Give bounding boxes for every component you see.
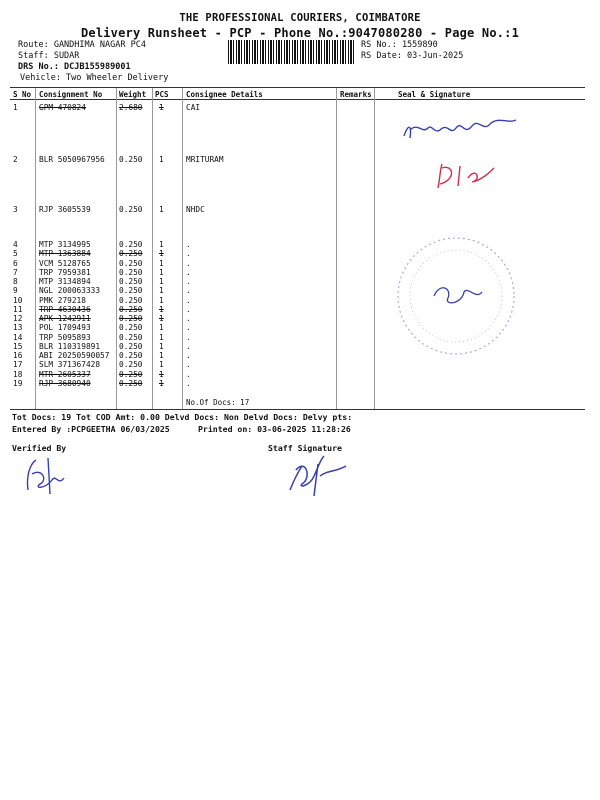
rs-date: RS Date: 03-Jun-2025 — [361, 51, 464, 61]
cell-sno: 1 — [13, 103, 18, 112]
cell-sno: 10 — [13, 295, 23, 305]
cell-consignee: . — [186, 304, 191, 314]
cell-weight: 0.250 — [119, 286, 143, 296]
staff-signature-label: Staff Signature — [268, 443, 342, 453]
cell-consignment: MTP 1363884 — [39, 249, 91, 259]
cell-consignment: NGL 200063333 — [39, 286, 101, 296]
cell-consignee: . — [186, 323, 191, 333]
printed-on: Printed on: 03-06-2025 11:28:26 — [198, 424, 351, 434]
cell-weight: 0.250 — [119, 304, 143, 314]
cell-weight: 0.250 — [119, 267, 143, 277]
cell-weight: 0.250 — [119, 249, 143, 259]
cell-sno: 7 — [13, 267, 18, 277]
col-header-consignment: Consignment No — [39, 90, 103, 99]
cell-consignment: POL 1709493 — [39, 323, 91, 333]
cell-sno: 15 — [13, 341, 23, 351]
cell-pcs: 1 — [159, 314, 164, 323]
seal-stamp — [378, 230, 528, 360]
cell-sno: 16 — [13, 351, 23, 360]
cell-consignee: . — [186, 240, 191, 249]
cell-sno: 11 — [13, 304, 23, 314]
cell-pcs: 1 — [159, 323, 164, 333]
cell-consignee: . — [186, 267, 191, 277]
cell-weight: 0.250 — [119, 205, 143, 214]
cell-weight: 0.250 — [119, 240, 143, 249]
cell-pcs: 1 — [159, 360, 164, 370]
barcode — [228, 40, 356, 64]
col-divider — [152, 88, 153, 409]
rs-no: RS No.: 1559890 — [361, 40, 438, 50]
cell-weight: 0.250 — [119, 369, 143, 379]
cell-consignment: VCM 5128765 — [39, 258, 91, 268]
cell-consignee: . — [186, 360, 191, 370]
cell-pcs: 1 — [159, 267, 164, 277]
cell-sno: 5 — [13, 249, 18, 259]
cell-weight: 0.250 — [119, 323, 143, 333]
drs-no: DRS No.: DCJB155989001 — [18, 62, 131, 72]
cell-pcs: 1 — [159, 240, 164, 249]
runsheet-title: Delivery Runsheet - PCP - Phone No.:9047080280 - Page No.:1 — [80, 26, 520, 40]
cell-weight: 0.250 — [119, 341, 143, 351]
cell-weight: 0.250 — [119, 258, 143, 268]
cell-consignment: SLM 371367428 — [39, 360, 101, 370]
cell-pcs: 1 — [159, 295, 164, 305]
cell-pcs: 1 — [159, 341, 164, 351]
cell-consignee: . — [186, 249, 191, 259]
cell-consignment: GPM 470824 — [39, 103, 86, 112]
cell-pcs: 1 — [159, 351, 164, 360]
cell-sno: 19 — [13, 378, 23, 388]
cell-sno: 9 — [13, 286, 18, 296]
signature-row-2 — [432, 158, 502, 194]
cell-sno: 18 — [13, 369, 23, 379]
staff: Staff: SUDAR — [18, 51, 80, 61]
cell-sno: 4 — [13, 240, 18, 249]
cell-weight: 0.250 — [119, 295, 143, 305]
cell-pcs: 1 — [159, 155, 164, 164]
cell-pcs: 1 — [159, 378, 164, 388]
col-divider — [35, 88, 36, 409]
col-header-remarks: Remarks — [340, 90, 372, 99]
cell-consignee: . — [186, 277, 191, 286]
cell-consignee: . — [186, 258, 191, 268]
vehicle: Vehicle: Two Wheeler Delivery — [20, 73, 169, 83]
cell-sno: 14 — [13, 332, 23, 342]
cell-weight: 0.250 — [119, 351, 143, 360]
verified-by-label: Verified By — [12, 443, 67, 453]
cell-consignment: APK 1242911 — [39, 314, 91, 323]
col-divider — [336, 88, 337, 409]
cell-pcs: 1 — [159, 332, 164, 342]
cell-consignment: BLR 5050967956 — [39, 155, 105, 164]
cell-sno: 12 — [13, 314, 23, 323]
staff-signature — [284, 450, 354, 500]
cell-consignee: . — [186, 341, 191, 351]
cell-consignee: . — [186, 314, 191, 323]
cell-consignment: MTP 3134995 — [39, 240, 91, 249]
cell-weight: 0.250 — [119, 332, 143, 342]
col-header-pcs: PCS — [155, 90, 169, 99]
col-divider — [374, 88, 375, 409]
cell-consignment: RJP 3680940 — [39, 378, 91, 388]
totals-line: Tot Docs: 19 Tot COD Amt: 0.00 Delvd Docs: Non Delvd Docs: Delvy pts: — [12, 412, 353, 422]
col-header-seal-signature: Seal & Signature — [398, 90, 471, 99]
cell-consignment: ABI 20250590057 — [39, 351, 110, 360]
cell-consignee: NHDC — [186, 205, 205, 214]
col-divider — [182, 88, 183, 409]
cell-pcs: 1 — [159, 277, 164, 286]
cell-sno: 3 — [13, 205, 18, 214]
cell-consignee: . — [186, 378, 191, 388]
cell-consignee: . — [186, 295, 191, 305]
cell-pcs: 1 — [159, 249, 164, 259]
cell-pcs: 1 — [159, 205, 164, 214]
route: Route: GANDHIMA NAGAR PC4 — [18, 40, 146, 50]
col-header-weight: Weight — [119, 90, 147, 99]
cell-consignee: MRITURAM — [186, 155, 224, 164]
cell-weight: 0.250 — [119, 277, 143, 286]
cell-consignee: . — [186, 332, 191, 342]
cell-weight: 0.250 — [119, 155, 143, 164]
cell-consignee: CAI — [186, 103, 201, 112]
cell-weight: 0.250 — [119, 360, 143, 370]
col-divider — [116, 88, 117, 409]
signature-row-1 — [398, 110, 528, 150]
verifier-signature — [18, 450, 78, 500]
cell-consignment: MTR 2605337 — [39, 369, 91, 379]
cell-sno: 6 — [13, 258, 18, 268]
entered-by: Entered By :PCPGEETHA 06/03/2025 — [12, 424, 170, 434]
cell-consignee: . — [186, 286, 191, 296]
cell-pcs: 1 — [159, 103, 164, 112]
cell-consignee: . — [186, 351, 191, 360]
cell-consignment: TRP 4630436 — [39, 304, 91, 314]
cell-weight: 0.250 — [119, 314, 143, 323]
cell-pcs: 1 — [159, 369, 164, 379]
cell-consignment: BLR 110319891 — [39, 341, 101, 351]
no-of-docs: No.Of Docs: 17 — [186, 398, 250, 407]
cell-consignment: MTP 3134894 — [39, 277, 91, 286]
cell-consignment: TRP 7959381 — [39, 267, 91, 277]
col-header-consignee: Consignee Details — [186, 90, 263, 99]
cell-consignment: TRP 5095893 — [39, 332, 91, 342]
header-rule — [10, 99, 585, 100]
cell-pcs: 1 — [159, 304, 164, 314]
cell-sno: 2 — [13, 155, 18, 164]
cell-consignee: . — [186, 369, 191, 379]
cell-pcs: 1 — [159, 286, 164, 296]
cell-sno: 8 — [13, 277, 18, 286]
company-name: THE PROFESSIONAL COURIERS, COIMBATORE — [179, 12, 421, 24]
cell-sno: 13 — [13, 323, 23, 333]
cell-sno: 17 — [13, 360, 23, 370]
cell-consignment: PMK 279218 — [39, 295, 86, 305]
cell-pcs: 1 — [159, 258, 164, 268]
cell-weight: 0.250 — [119, 378, 143, 388]
col-header-sno: S No — [13, 90, 32, 99]
cell-consignment: RJP 3605539 — [39, 205, 91, 214]
cell-weight: 2.680 — [119, 103, 143, 112]
